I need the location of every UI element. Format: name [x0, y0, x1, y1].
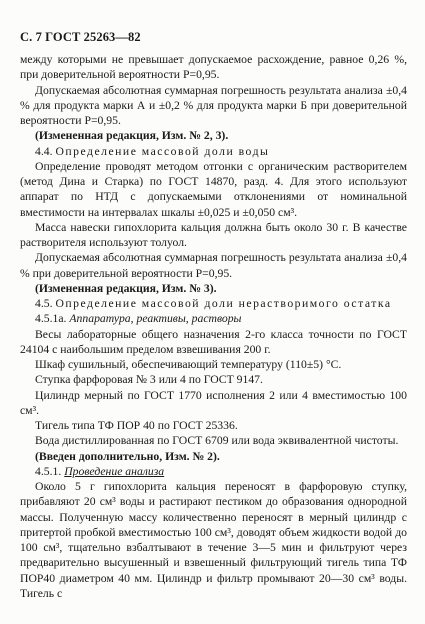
section-heading-4-5 [20, 296, 407, 311]
section-title: Аппаратура, реактивы, растворы [69, 312, 242, 326]
amendment-note: (Введен дополнительно, Изм. № 2). [35, 449, 220, 463]
paragraph: Допускаемая абсолютная суммарная погрешность результата анализа ±0,4 % при доверительной вероятности Р=0,95. [20, 251, 407, 280]
paragraph: Масса навески гипохлорита кальция должна быть около 30 г. В качестве растворителя используют толуол. [20, 220, 407, 249]
paragraph: Шкаф сушильный, обеспечивающий температуру (110±5) °С. [35, 358, 342, 371]
paragraph: Допускаемая абсолютная суммарная погрешность результата анализа ±0,4 % для продукта марки А и ±0,2 % для продукта марки Б при доверительной вероятности Р=0,95. [20, 83, 407, 127]
section-title: Определение массовой доли воды [55, 144, 270, 158]
section-heading-4-4 [20, 144, 407, 159]
subsection-heading-4-5-1a [20, 311, 407, 326]
section-title: Проведение анализа [64, 464, 165, 478]
amendment-note: (Измененная редакция, Изм. № 2, 3). [35, 129, 229, 143]
document-body [20, 52, 407, 601]
section-title: Определение массовой доли нерастворимого остатка [55, 297, 392, 310]
paragraph: Определение проводят методом отгонки с органическим растворителем (метод Дина и Старка) по ГОСТ 14870, разд. 4. Для этого используют аппарат по НТД с допускаемыми отклонениями от номинальной вместимости на интервалах шкалы ±0,025 и ±0,050 см³. [20, 159, 407, 219]
amendment-note: (Измененная редакция, Изм. № 3). [35, 281, 217, 295]
paragraph: Ступка фарфоровая № 3 или 4 по ГОСТ 9147. [35, 373, 263, 387]
paragraph: Цилиндр мерный по ГОСТ 1770 исполнения 2 или 4 вместимостью 100 см³. [20, 388, 407, 417]
section-number: 4.5.1а. [35, 312, 67, 326]
paragraph: Около 5 г гипохлорита кальция переносят в фарфоровую ступку, прибавляют 20 см³ воды и растирают пестиком до образования однородной массы. Полученную массу количественно переносят в мерный цилиндр с притертой пробкой вместимостью 100 см³, доводят объем жидкости водой до 100 см³, тщательно взбалтывают в течение 3—5 мин и фильтруют через предварительно высушенный и взвешенный фильтрующий тигель типа ТФ ПОР40 диаметром 40 мм. Цилиндр и фильтр промывают 20—30 см³ воды. Тигель с [20, 480, 407, 600]
section-number: 4.5.1. [35, 464, 62, 478]
page-header: С. 7 ГОСТ 25263—82 [20, 30, 141, 44]
paragraph: Весы лабораторные общего назначения 2-го класса точности по ГОСТ 24104 с наибольшим пределом взвешивания 200 г. [20, 327, 407, 356]
subsection-heading-4-5-1 [20, 464, 407, 479]
section-number: 4.4. [35, 144, 53, 158]
paragraph: Вода дистиллированная по ГОСТ 6709 или вода эквивалентной чистоты. [35, 434, 399, 448]
section-number: 4.5. [35, 297, 53, 310]
paragraph: Тигель типа ТФ ПОР 40 по ГОСТ 25336. [35, 419, 238, 432]
paragraph: между которыми не превышает допускаемое расхождение, равное 0,26 %, при доверительной вероятности Р=0,95. [20, 53, 407, 82]
